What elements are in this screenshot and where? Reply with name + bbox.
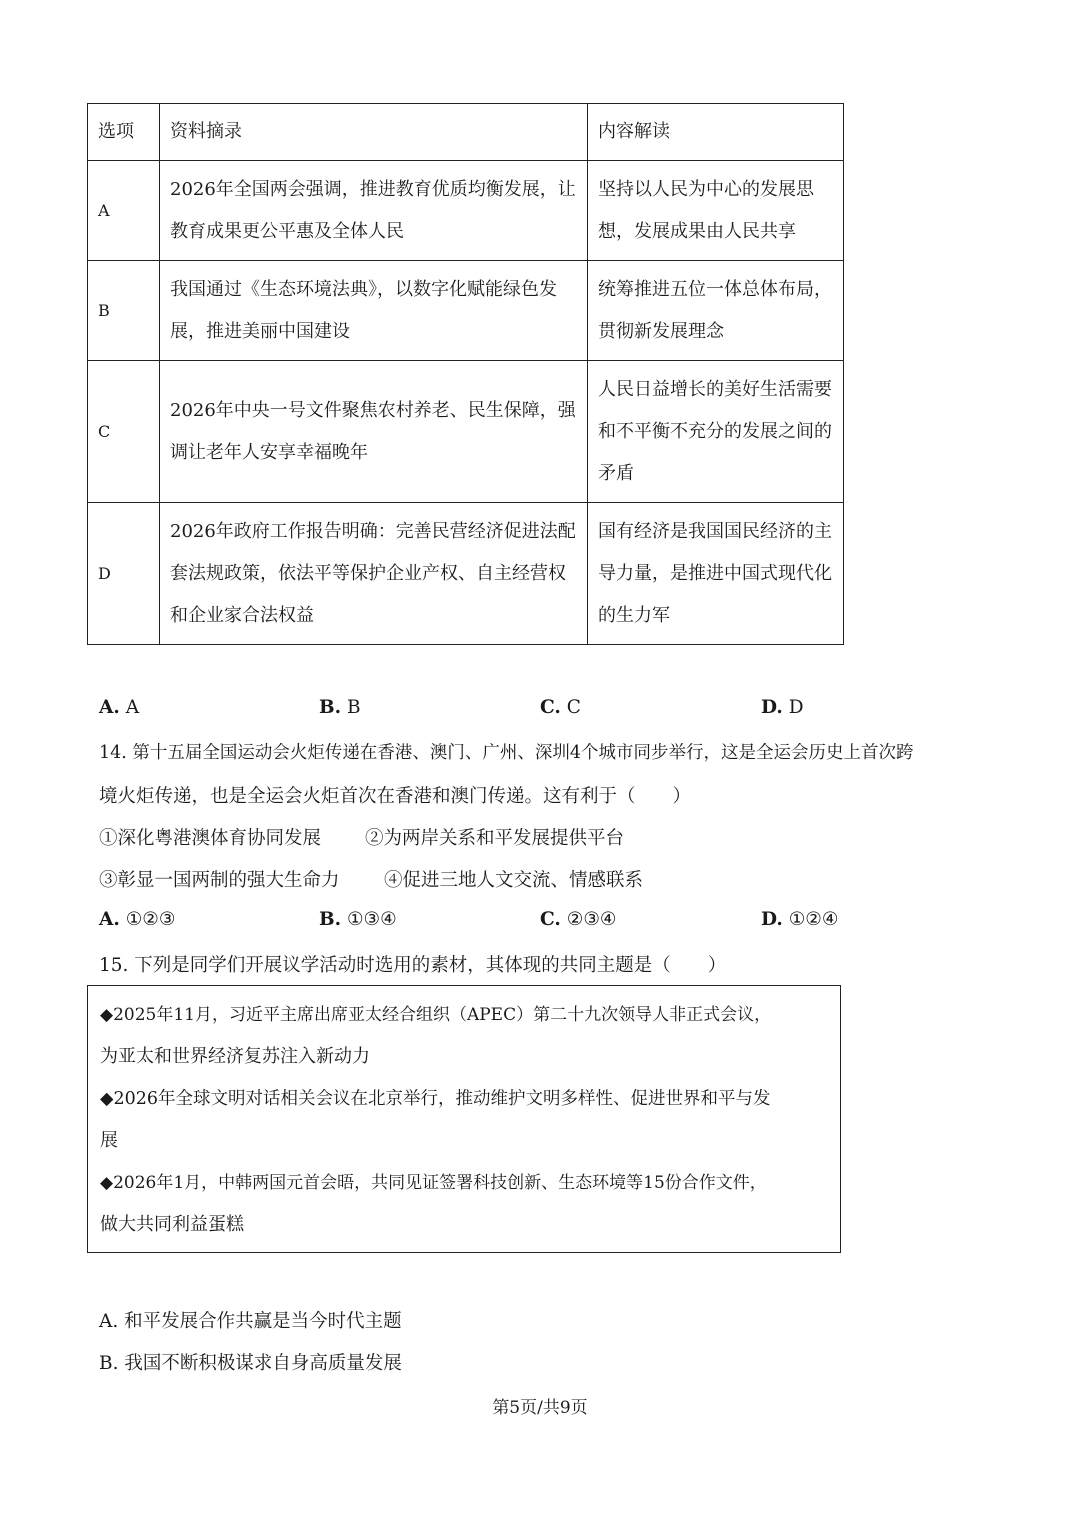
page-footer: 第5页/共9页 [492, 1398, 588, 1418]
box-line: ◆2025年11月，习近平主席出席亚太经合组织（APEC）第二十九次领导人非正式会议， [100, 1005, 772, 1025]
row-material: 2026年中央一号文件聚焦农村养老、民生保障，强调让老年人安享幸福晚年 [160, 361, 588, 503]
header-option: 选项 [88, 104, 160, 161]
table-header-row [88, 104, 844, 161]
row-material: 2026年全国两会强调，推进教育优质均衡发展，让教育成果更公平惠及全体人民 [160, 161, 588, 261]
q14-item-1: ①深化粤港澳体育协同发展 [99, 828, 322, 849]
table-row [88, 161, 844, 261]
q14-item-2: ②为两岸关系和平发展提供平台 [365, 828, 625, 849]
q14-item-3: ③彰显一国两制的强大生命力 [99, 870, 340, 891]
q13-choice-d[interactable]: D. D [761, 697, 804, 718]
q14-item-4: ④促进三地人文交流、情感联系 [384, 870, 644, 891]
header-interpretation: 内容解读 [588, 104, 844, 161]
row-option: C [88, 361, 160, 503]
box-line: 展 [100, 1130, 118, 1151]
box-line: ◆2026年1月，中韩两国元首会晤，共同见证签署科技创新、生态环境等15份合作文件， [100, 1173, 767, 1193]
q14-choice-c[interactable]: C. ②③④ [540, 909, 617, 930]
table-row [88, 361, 844, 503]
q14-stem-line2: 境火炬传递，也是全运会火炬首次在香港和澳门传递。这有利于（ ） [99, 786, 692, 807]
q15-option-b[interactable]: B. 我国不断积极谋求自身高质量发展 [99, 1353, 402, 1374]
q14-choice-a[interactable]: A. ①②③ [99, 909, 176, 930]
box-line: 为亚太和世界经济复苏注入新动力 [100, 1046, 370, 1067]
header-material: 资料摘录 [160, 104, 588, 161]
q13-choice-c[interactable]: C. C [540, 697, 581, 718]
q13-table [87, 103, 844, 645]
q13-choice-b[interactable]: B. B [319, 697, 361, 718]
q13-choice-a[interactable]: A. A [99, 697, 140, 718]
table-row [88, 503, 844, 645]
q14-choice-d[interactable]: D. ①②④ [761, 909, 839, 930]
q14-choice-b[interactable]: B. ①③④ [319, 909, 397, 930]
table-row [88, 261, 844, 361]
row-material: 我国通过《生态环境法典》，以数字化赋能绿色发展，推进美丽中国建设 [160, 261, 588, 361]
row-interpretation: 坚持以人民为中心的发展思想，发展成果由人民共享 [588, 161, 844, 261]
row-option: A [88, 161, 160, 261]
row-interpretation: 人民日益增长的美好生活需要和不平衡不充分的发展之间的矛盾 [588, 361, 844, 503]
q15-material-box [87, 985, 841, 1253]
q15-option-a[interactable]: A. 和平发展合作共赢是当今时代主题 [99, 1311, 402, 1332]
row-interpretation: 统筹推进五位一体总体布局，贯彻新发展理念 [588, 261, 844, 361]
row-interpretation: 国有经济是我国国民经济的主导力量，是推进中国式现代化的生力军 [588, 503, 844, 645]
q15-stem: 15. 下列是同学们开展议学活动时选用的素材，其体现的共同主题是（ ） [99, 955, 727, 976]
box-line: 做大共同利益蛋糕 [100, 1214, 244, 1235]
row-option: B [88, 261, 160, 361]
q14-stem-line1: 14. 第十五届全国运动会火炬传递在香港、澳门、广州、深圳4个城市同步举行，这是全运会历史上首次跨 [99, 743, 914, 763]
row-option: D [88, 503, 160, 645]
box-line: ◆2026年全球文明对话相关会议在北京举行，推动维护文明多样性、促进世界和平与发 [100, 1089, 771, 1109]
row-material: 2026年政府工作报告明确：完善民营经济促进法配套法规政策，依法平等保护企业产权、自主经营权和企业家合法权益 [160, 503, 588, 645]
